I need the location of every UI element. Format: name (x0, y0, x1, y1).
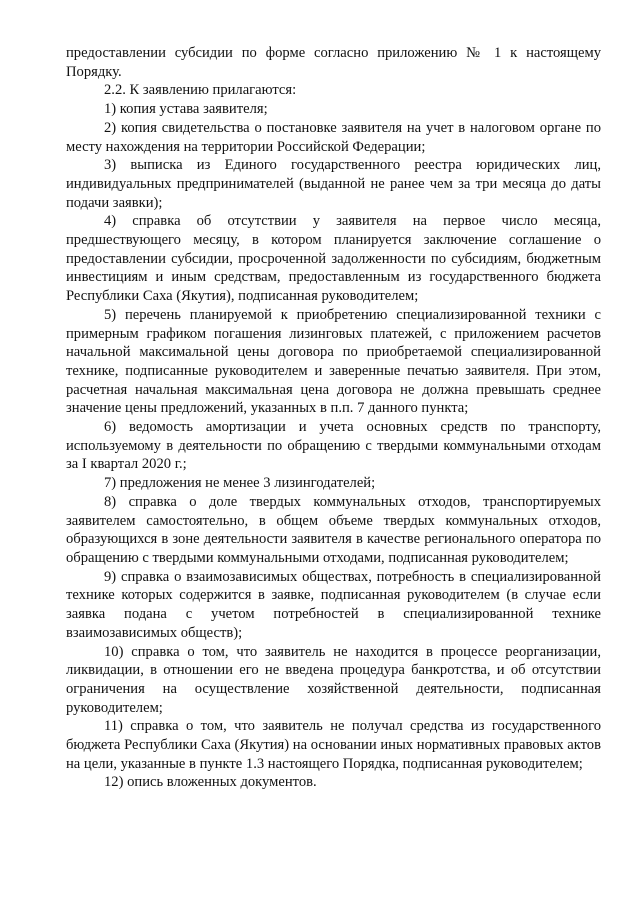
list-item-10: 10) справка о том, что заявитель не находится в процессе реорганизации, ликвидации, в отношении его не введена процедура банкротства, и об отсутствии ограничения на осуществление хозяйственной деятельности, подписанная руководителем; (66, 643, 601, 716)
document-body (66, 44, 601, 792)
list-item-6: 6) ведомость амортизации и учета основных средств по транспорту, используемому в деятельности по обращению с твердыми коммунальными отходам за I квартал 2020 г.; (66, 419, 601, 473)
list-item-9: 9) справка о взаимозависимых обществах, потребность в специализированной технике которых содержится в заявке, подписанная руководителем (в случае если заявка подана с учетом потребностей в специализированной технике взаимозависимых обществ); (66, 568, 601, 641)
list-item-4: 4) справка об отсутствии у заявителя на первое число месяца, предшествующего месяцу, в котором планируется заключение соглашение о предоставлении субсидии, просроченной задолженности по субсидиям, бюджетным инвестициям и иным средствам, предоставленным из государственного бюджета Республики Саха (Якутия), подписанная руководителем; (66, 213, 601, 305)
list-item-12: 12) опись вложенных документов. (104, 774, 317, 791)
list-item-5: 5) перечень планируемой к приобретению специализированной техники с примерным графиком погашения лизинговых платежей, с приложением расчетов начальной максимальной цены договора по приобретаемой специализированной технике, подписанные руководителем и заверенные печатью заявителя. При этом, расчетная начальная максимальная цена договора не должна превышать среднее значение цены предложений, указанных в п.п. 7 данного пункта; (66, 306, 601, 417)
list-item-7: 7) предложения не менее 3 лизингодателей; (104, 475, 376, 492)
list-item-2: 2) копия свидетельства о постановке заявителя на учет в налоговом органе по месту нахождения на территории Российской Федерации; (66, 119, 601, 155)
section-heading-2-2: 2.2. К заявлению прилагаются: (104, 82, 297, 99)
list-item-11: 11) справка о том, что заявитель не получал средства из государственного бюджета Республики Саха (Якутия) на основании иных нормативных правовых актов на цели, указанные в пункте 1.3 настоящего Порядка, подписанная руководителем; (66, 718, 601, 772)
paragraph-continuation: предоставлении субсидии по форме согласно приложению № 1 к настоящему Порядку. (66, 45, 601, 80)
list-item-8: 8) справка о доле твердых коммунальных отходов, транспортируемых заявителем самостоятельно, в общем объеме твердых коммунальных отходов, образующихся в зоне деятельности заявителя в качестве регионального оператора по обращению с твердыми коммунальными отходами, подписанная руководителем; (66, 493, 601, 566)
list-item-3: 3) выписка из Единого государственного реестра юридических лиц, индивидуальных предпринимателей (выданной не ранее чем за три месяца до даты подачи заявки); (66, 157, 601, 211)
list-item-1: 1) копия устава заявителя; (104, 101, 268, 118)
